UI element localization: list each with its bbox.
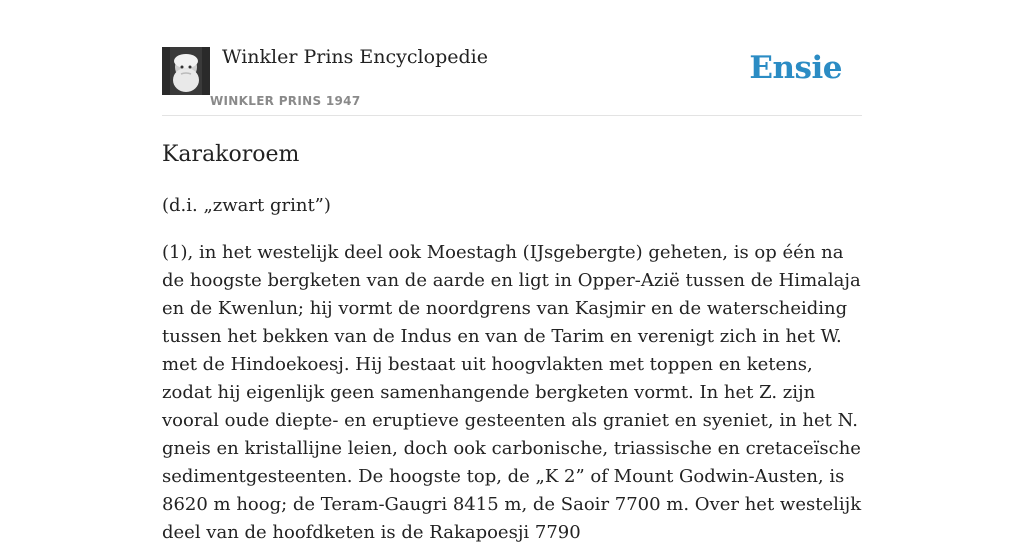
article-lead: (d.i. „zwart grint”) <box>162 195 331 216</box>
bearded-man-portrait-icon <box>162 47 210 95</box>
site-header <box>162 44 862 116</box>
ensie-logo[interactable]: Ensie <box>749 50 842 86</box>
article-title: Karakoroem <box>162 142 300 167</box>
article <box>162 140 862 547</box>
site-title[interactable]: Winkler Prins Encyclopedie <box>222 46 488 68</box>
site-subtitle: WINKLER PRINS 1947 <box>210 94 361 108</box>
avatar[interactable] <box>162 47 210 95</box>
article-body: (1), in het westelijk deel ook Moestagh (IJsgebergte) geheten, is op één na de hoogste bergketen van de aarde en ligt in Opper-Azië tussen de Himalaja en de Kwenlun; hij vormt de noordgrens van Kasjmir en de waterscheiding tussen het bekken van de Indus en van de Tarim en verenigt zich in het W. met de Hindoekoesj. Hij bestaat uit hoogvlakten met toppen en ketens, zodat hij eigenlijk geen samenhangende bergketen vormt. In het Z. zijn vooral oude diepte- en eruptieve gesteenten als graniet en syeniet, in het N. gneis en kristallijne leien, doch ook carbonische, triassische en cretaceïsche sedimentgesteenten. De hoogste top, de „K 2” of Mount Godwin-Austen, is 8620 m hoog; de Teram-Gaugri 8415 m, de Saoir 7700 m. Over het westelijk deel van de hoofdketen is de Rakapoesji 7790 <box>162 242 862 543</box>
